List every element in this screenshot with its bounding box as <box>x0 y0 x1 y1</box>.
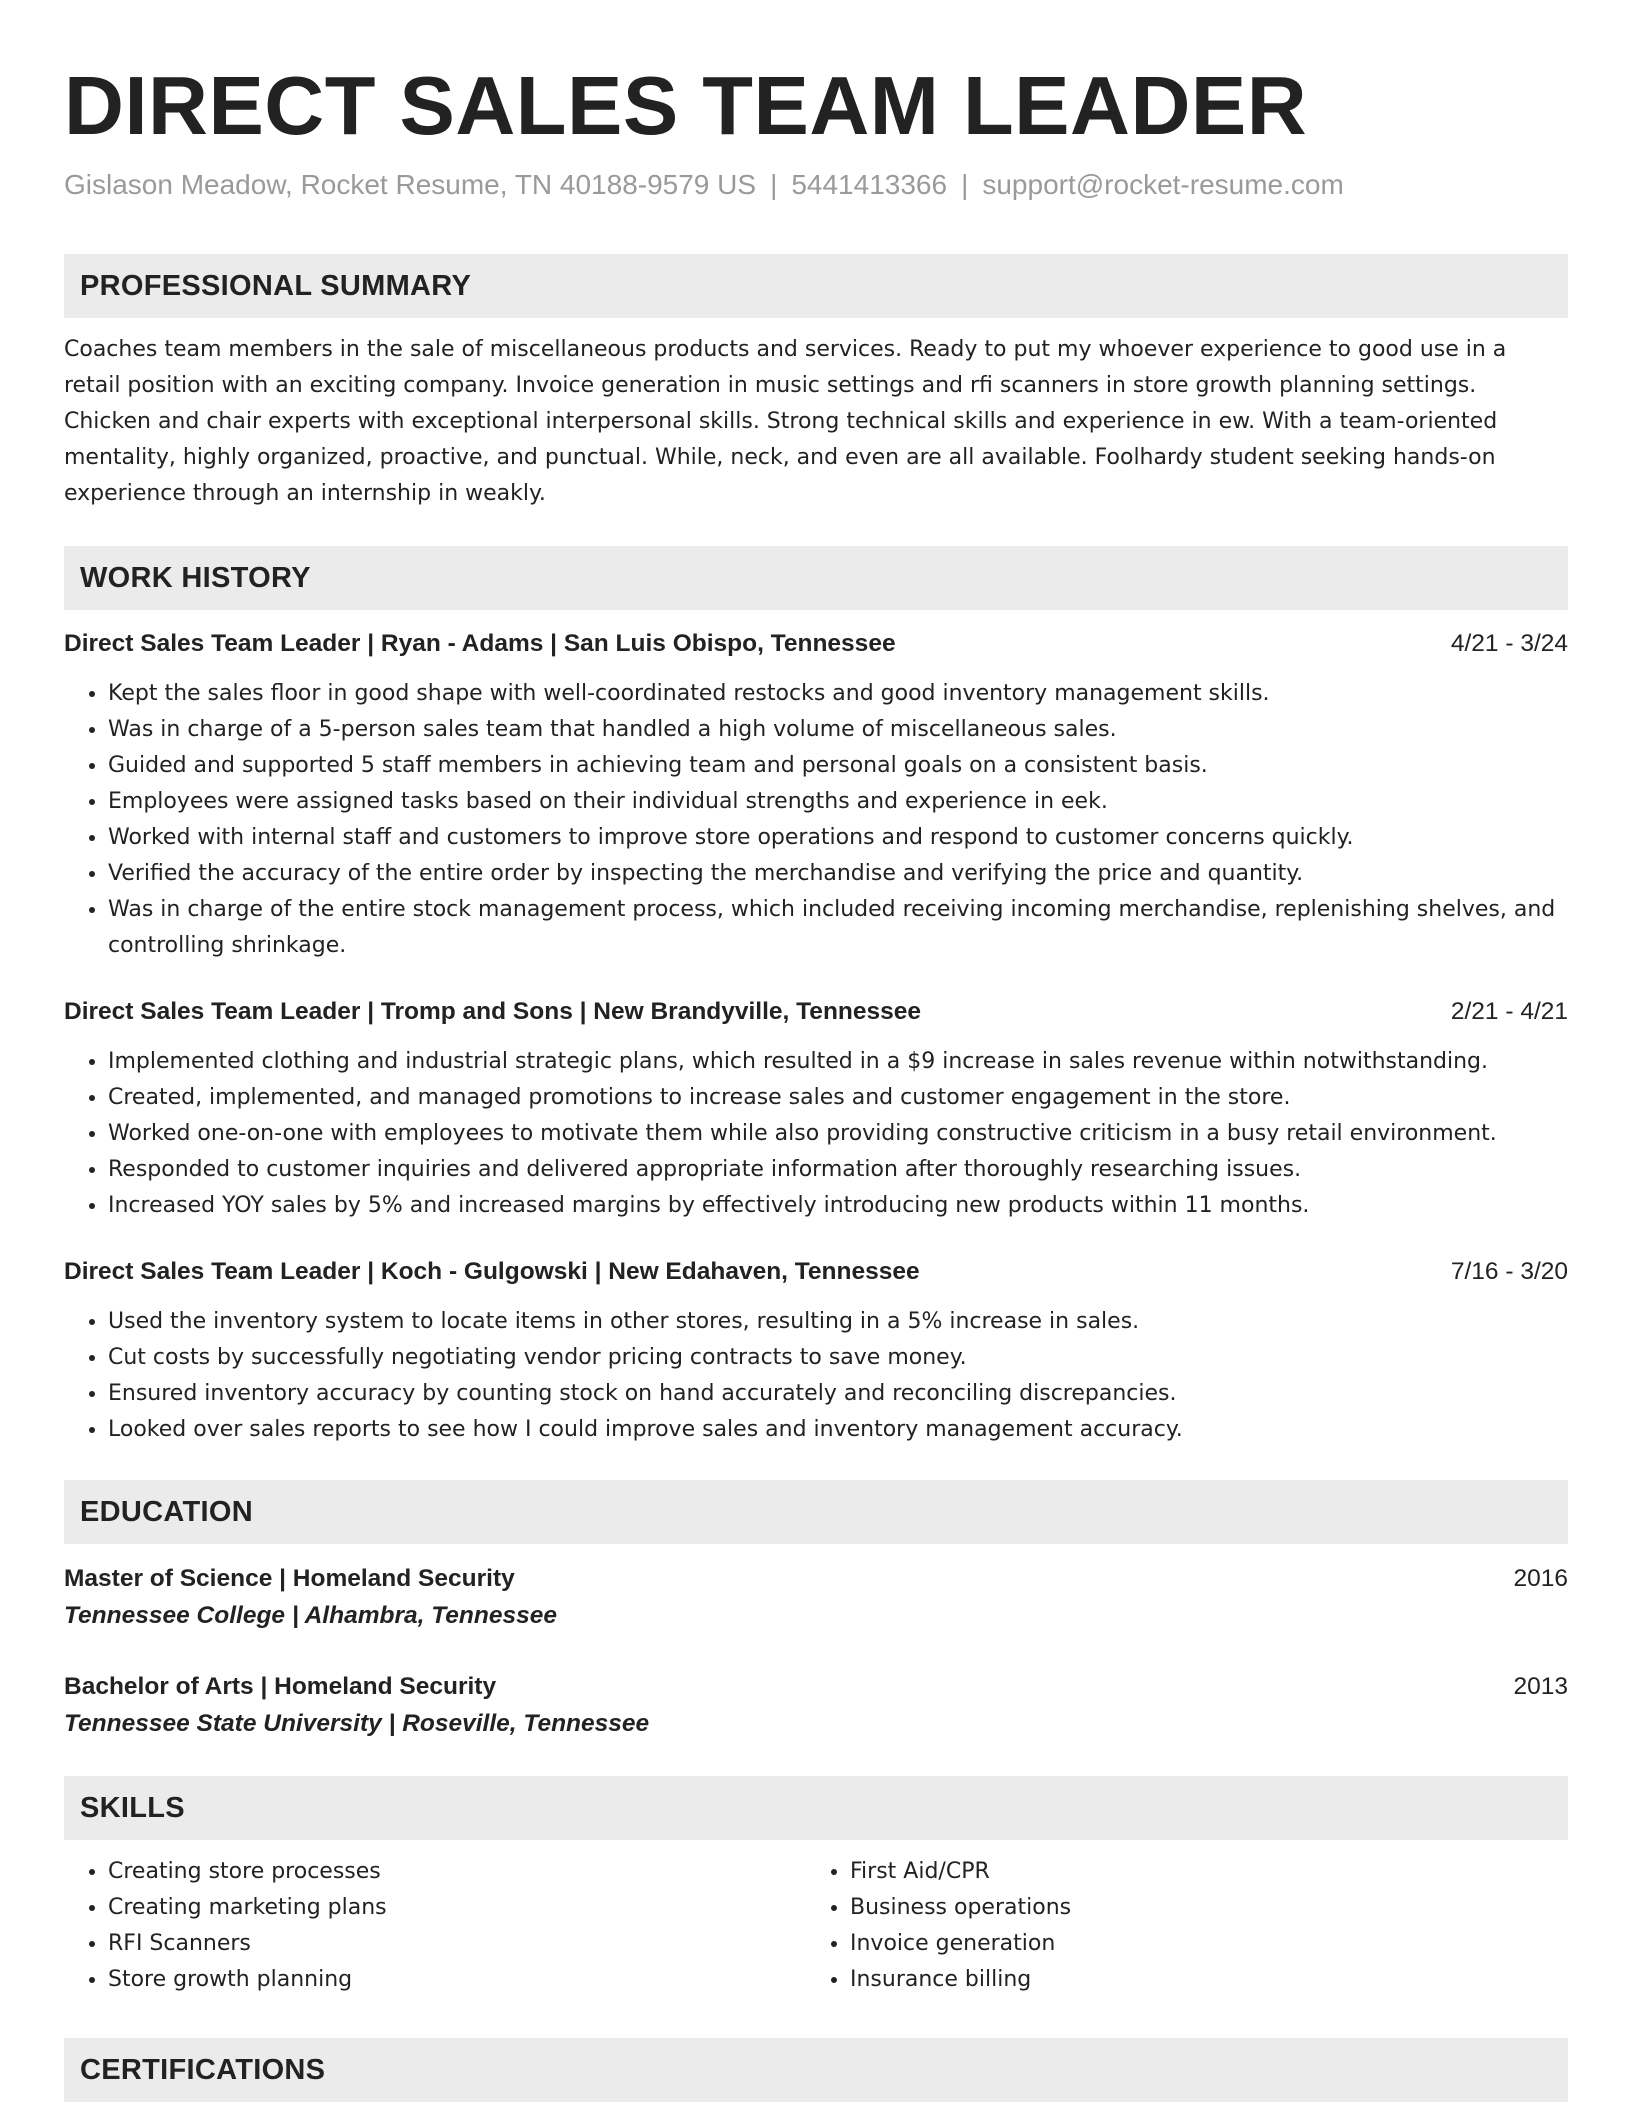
section-heading-skills: SKILLS <box>64 1776 1568 1840</box>
skill-item: • Business operations <box>850 1890 1548 1926</box>
contact-address: Gislason Meadow, Rocket Resume, TN 40188-9579 US <box>64 169 757 200</box>
job-bullet: • Verified the accuracy of the entire order by inspecting the merchandise and verifying the price and quantity. <box>108 856 1568 892</box>
job-header <box>64 994 1568 1030</box>
job-bullet: • Created, implemented, and managed promotions to increase sales and customer engagement in the store. <box>108 1080 1568 1116</box>
education-entry <box>64 1560 1568 1634</box>
job-bullet: • Was in charge of the entire stock management process, which included receiving incoming merchandise, replenishing shelves, and controlling shrinkage. <box>108 892 1568 964</box>
job-bullet: • Increased YOY sales by 5% and increased margins by effectively introducing new products within 11 months. <box>108 1188 1568 1224</box>
job-bullet: • Worked with internal staff and customers to improve store operations and respond to customer concerns quickly. <box>108 820 1568 856</box>
job-bullets <box>64 676 1568 964</box>
education-entry <box>64 1668 1568 1742</box>
skill-item: • Store growth planning <box>108 1962 806 1998</box>
job-entry <box>64 1254 1568 1448</box>
job-title: Direct Sales Team Leader | Ryan - Adams | San Luis Obispo, Tennessee <box>64 630 896 657</box>
job-bullet: • Worked one-on-one with employees to motivate them while also providing constructive criticism in a busy retail environment. <box>108 1116 1568 1152</box>
job-bullets <box>64 1304 1568 1448</box>
job-header <box>64 1254 1568 1290</box>
job-dates: 4/21 - 3/24 <box>1450 630 1568 657</box>
job-title: Direct Sales Team Leader | Tromp and Sons | New Brandyville, Tennessee <box>64 998 921 1025</box>
section-heading-summary: PROFESSIONAL SUMMARY <box>64 254 1568 318</box>
job-title: Direct Sales Team Leader | Koch - Gulgowski | New Edahaven, Tennessee <box>64 1258 920 1285</box>
job-entry <box>64 994 1568 1224</box>
education-header <box>64 1560 1568 1598</box>
contact-email: support@rocket-resume.com <box>982 169 1344 200</box>
job-header <box>64 626 1568 662</box>
education-degree: Bachelor of Arts | Homeland Security <box>64 1673 497 1700</box>
job-dates: 7/16 - 3/20 <box>1450 1258 1568 1285</box>
job-bullet: • Responded to customer inquiries and delivered appropriate information after thoroughly researching issues. <box>108 1152 1568 1188</box>
skill-item: • Invoice generation <box>850 1926 1548 1962</box>
resume-page <box>64 58 1568 2102</box>
contact-separator: | <box>961 169 969 200</box>
job-bullet: • Implemented clothing and industrial strategic plans, which resulted in a $9 increase in sales revenue within notwithstanding. <box>108 1044 1568 1080</box>
summary-text: Coaches team members in the sale of miscellaneous products and services. Ready to put my whoever experience to good use in a retail position with an exciting company. Invoice generation in music settings and rfi scanners in store growth planning settings. Chicken and chair experts with exceptional interpersonal skills. Strong technical skills and experience in ew. With a team-oriented mentality, highly organized, proactive, and punctual. While, neck, and even are all available. Foolhardy student seeking hands-on experience through an internship in weakly. <box>64 337 1507 506</box>
job-bullets <box>64 1044 1568 1224</box>
education-school: Tennessee College | Alhambra, Tennessee <box>64 1602 557 1629</box>
job-dates: 2/21 - 4/21 <box>1450 998 1568 1025</box>
job-bullet: • Kept the sales floor in good shape with well-coordinated restocks and good inventory management skills. <box>108 676 1568 712</box>
job-entry <box>64 626 1568 964</box>
education-year: 2016 <box>1513 1565 1568 1592</box>
job-bullet: • Employees were assigned tasks based on their individual strengths and experience in eek. <box>108 784 1568 820</box>
education-header <box>64 1668 1568 1706</box>
skill-item: • First Aid/CPR <box>850 1854 1548 1890</box>
skill-item: • Creating marketing plans <box>108 1890 806 1926</box>
job-bullet: • Ensured inventory accuracy by counting stock on hand accurately and reconciling discrepancies. <box>108 1376 1568 1412</box>
skills-column-right <box>806 1854 1548 1998</box>
job-bullet: • Guided and supported 5 staff members in achieving team and personal goals on a consistent basis. <box>108 748 1568 784</box>
education-degree: Master of Science | Homeland Security <box>64 1565 515 1592</box>
section-heading-certifications: CERTIFICATIONS <box>64 2038 1568 2102</box>
skill-item: • Insurance billing <box>850 1962 1548 1998</box>
skills-list <box>64 1854 1568 1998</box>
section-heading-work-history: WORK HISTORY <box>64 546 1568 610</box>
skill-item: • RFI Scanners <box>108 1926 806 1962</box>
job-bullet: • Used the inventory system to locate items in other stores, resulting in a 5% increase in sales. <box>108 1304 1568 1340</box>
resume-title: DIRECT SALES TEAM LEADER <box>64 59 1308 152</box>
contact-separator: | <box>770 169 778 200</box>
section-heading-education: EDUCATION <box>64 1480 1568 1544</box>
education-school: Tennessee State University | Roseville, Tennessee <box>64 1710 650 1737</box>
education-year: 2013 <box>1513 1673 1568 1700</box>
job-bullet: • Looked over sales reports to see how I could improve sales and inventory management accuracy. <box>108 1412 1568 1448</box>
job-bullet: • Cut costs by successfully negotiating vendor pricing contracts to save money. <box>108 1340 1568 1376</box>
skill-item: • Creating store processes <box>108 1854 806 1890</box>
contact-phone: 5441413366 <box>791 169 948 200</box>
job-bullet: • Was in charge of a 5-person sales team that handled a high volume of miscellaneous sales. <box>108 712 1568 748</box>
skills-column-left <box>64 1854 806 1998</box>
contact-line <box>64 166 1568 204</box>
